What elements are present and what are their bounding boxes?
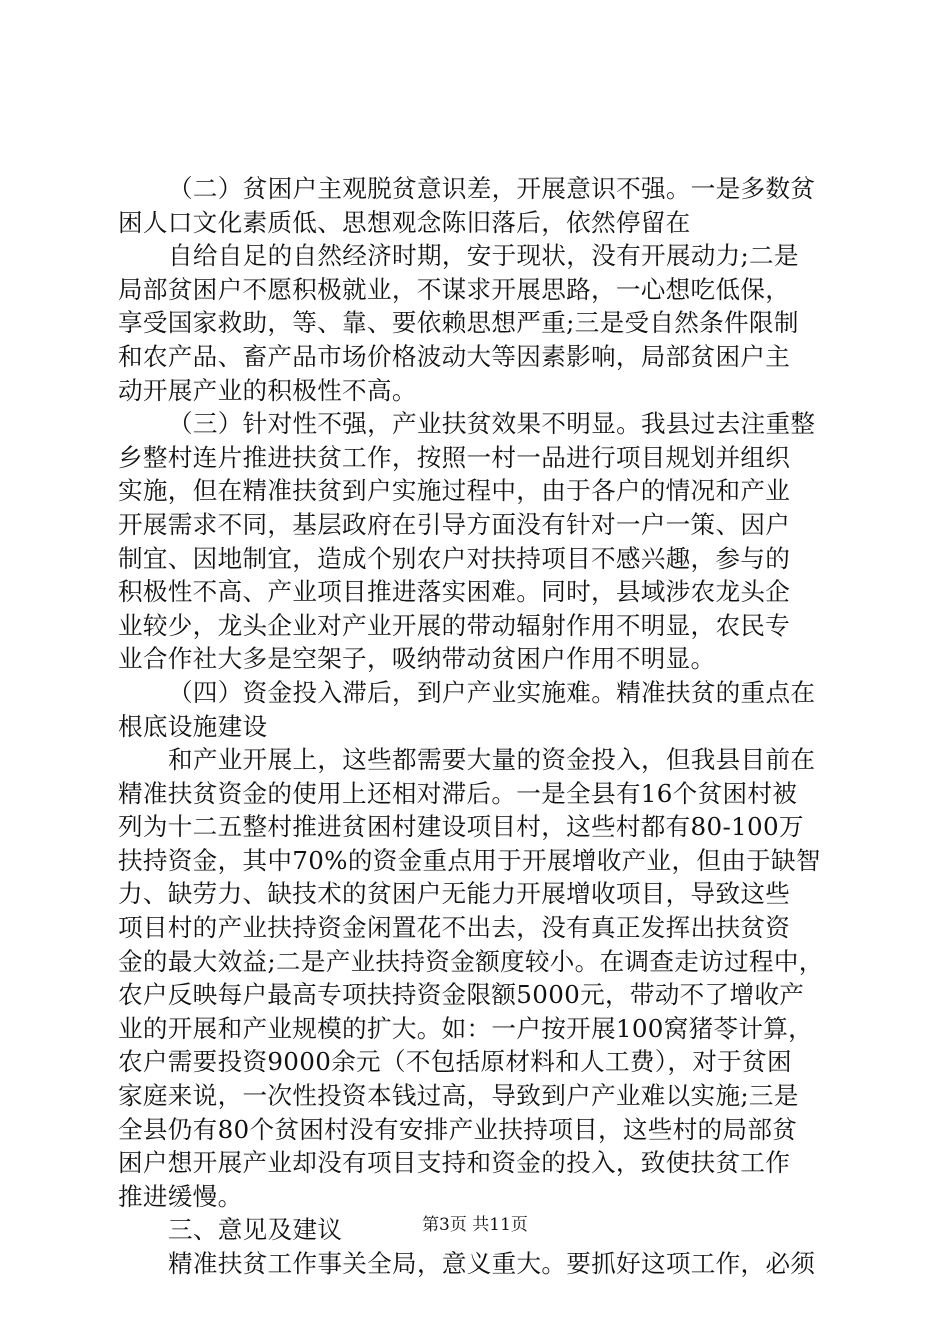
text-line: 列为十二五整村推进贫困村建设项目村，这些村都有80-100万 [118,812,804,842]
text-line: 精准扶贫资金的使用上还相对滞后。一是全县有16个贫困村被 [118,778,798,808]
text-line: 推进缓慢。 [118,1181,243,1211]
text-line: 开展需求不同，基层政府在引导方面没有针对一户一策、因户 [118,509,791,539]
text-line: 业较少，龙头企业对产业开展的带动辐射作用不明显，农民专 [118,610,791,640]
document-body [118,172,834,1281]
text-line: 全县仍有80个贫困村没有安排产业扶持项目，这些村的局部贫 [118,1114,798,1144]
text-line: 农户反映每户最高专项扶持资金限额5000元，带动不了增收产 [118,980,805,1010]
text-line: 实施，但在精准扶贫到户实施过程中，由于各户的情况和产业 [118,476,791,506]
text-line: 和农产品、畜产品市场价格波动大等因素影响，局部贫困户主 [118,341,791,371]
text-line: 乡整村连片推进扶贫工作，按照一村一品进行项目规划并组织 [118,442,791,472]
text-line: 力、缺劳力、缺技术的贫困户无能力开展增收项目，导致这些 [118,879,791,909]
text-line: （二）贫困户主观脱贫意识差，开展意识不强。一是多数贫 [168,174,816,203]
text-line: 扶持资金，其中70%的资金重点用于开展增收产业，但由于缺智 [118,845,821,875]
text-line: 制宜、因地制宜，造成个别农户对扶持项目不感兴趣，参与的 [118,543,791,573]
text-line: 根底设施建设 [118,711,268,741]
text-line: 积极性不高、产业项目推进落实困难。同时，县域涉农龙头企 [118,577,791,607]
text-line: 和产业开展上，这些都需要大量的资金投入，但我县目前在 [168,745,816,775]
text-line: （四）资金投入滞后，到户产业实施难。精准扶贫的重点在 [168,677,816,707]
text-line: 三、意见及建议 [168,1215,343,1245]
text-line: 项目村的产业扶持资金闲置花不出去，没有真正发挥出扶贫资 [118,913,791,943]
text-line: 动开展产业的积极性不高。 [118,375,417,405]
text-line: 农户需要投资9000余元（不包括原材料和人工费），对于贫困 [118,1047,792,1077]
text-line: 家庭来说，一次性投资本钱过高，导致到户产业难以实施;三是 [118,1081,799,1111]
text-line: 局部贫困户不愿积极就业，不谋求开展思路，一心想吃低保， [118,274,791,304]
text-line: 自给自足的自然经济时期，安于现状，没有开展动力;二是 [168,241,799,271]
text-line: 困户想开展产业却没有项目支持和资金的投入，致使扶贫工作 [118,1148,791,1178]
text-line: 享受国家救助，等、靠、要依赖思想严重;三是受自然条件限制 [118,308,799,338]
text-line: 困人口文化素质低、思想观念陈旧落后，依然停留在 [118,207,691,237]
text-line: （三）针对性不强，产业扶贫效果不明显。我县过去注重整 [168,409,816,439]
page-number-footer: 第3页 共11页 [422,1215,528,1235]
text-line: 精准扶贫工作事关全局，意义重大。要抓好这项工作，必须 [168,1249,816,1278]
text-line: 业合作社大多是空架子，吸纳带动贫困户作用不明显。 [118,644,716,674]
text-line: 业的开展和产业规模的扩大。如：一户按开展100窝猪苓计算， [118,1013,814,1043]
text-line: 金的最大效益;二是产业扶持资金额度较小。在调查走访过程中， [118,946,824,976]
